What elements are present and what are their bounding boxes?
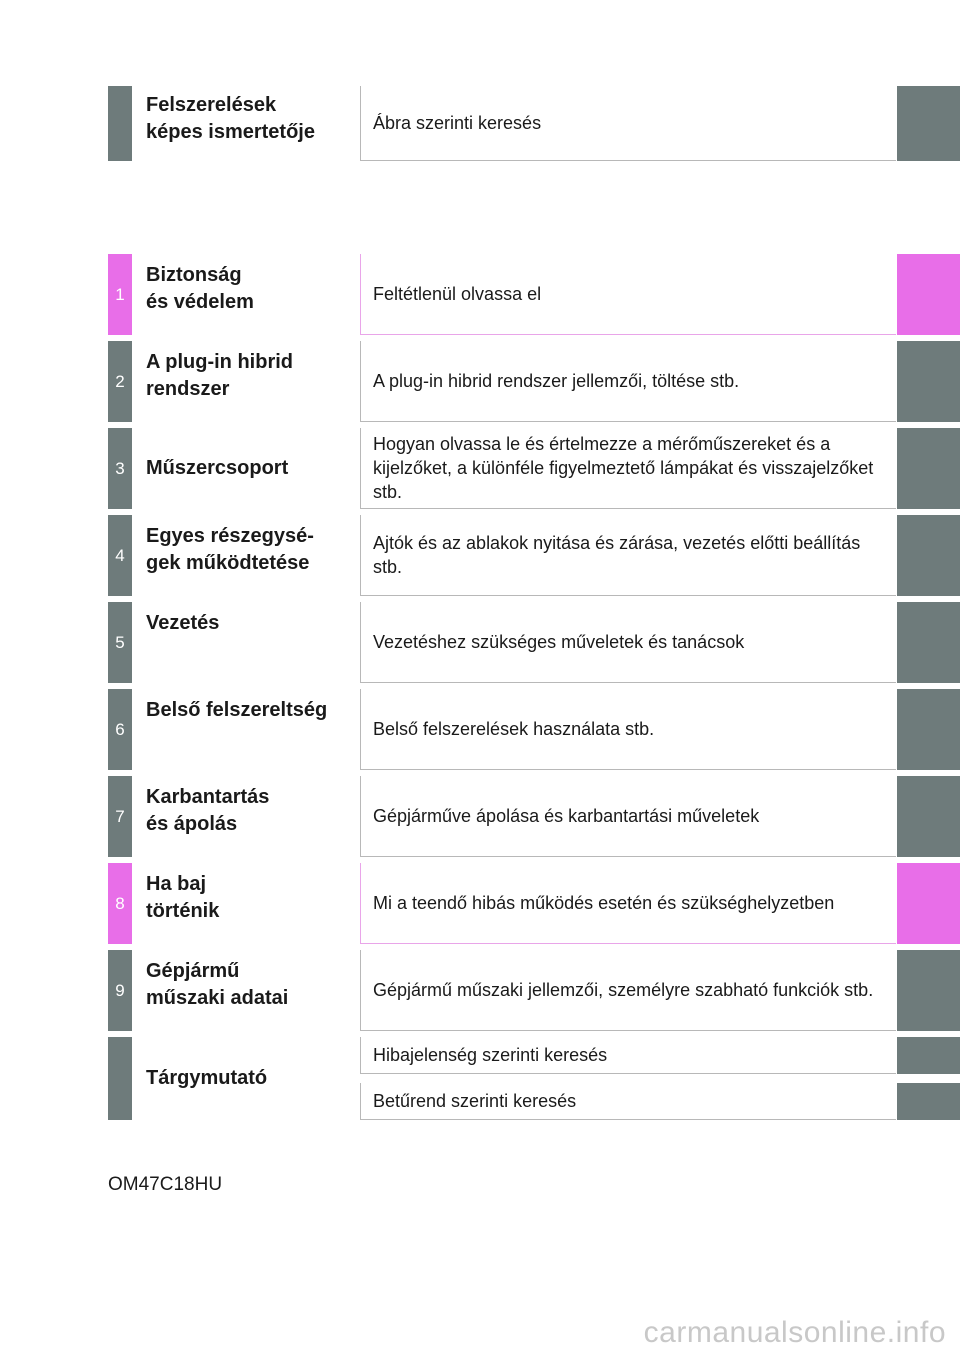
chapter-title <box>146 515 356 596</box>
chapter-number: 1 <box>108 254 132 335</box>
manual-code: OM47C18HU <box>108 1174 223 1195</box>
chapter-row-1[interactable] <box>108 254 960 335</box>
chapter-tab[interactable] <box>897 428 960 509</box>
index-link-symptom-search[interactable]: Hibajelenség szerinti keresés <box>360 1037 896 1074</box>
chapter-title <box>146 254 356 335</box>
index-tab-symptom[interactable] <box>897 1037 960 1074</box>
chapter-title-line2: történik <box>146 900 220 922</box>
chapter-desc[interactable]: Belső felszerelések használata stb. <box>360 689 896 770</box>
header-desc[interactable]: Ábra szerinti keresés <box>360 86 896 161</box>
chapter-desc[interactable]: Vezetéshez szükséges műveletek és tanácsok <box>360 602 896 683</box>
chapter-title-line1: Egyes részegysé- <box>146 525 314 547</box>
chapter-title <box>146 950 356 1031</box>
index-tab-alphabetical[interactable] <box>897 1083 960 1120</box>
chapter-number: 9 <box>108 950 132 1031</box>
index-title: Tárgymutató <box>146 1067 268 1089</box>
chapter-tab[interactable] <box>897 776 960 857</box>
chapter-title-line1: Biztonság <box>146 264 242 286</box>
chapter-desc[interactable]: Feltétlenül olvassa el <box>360 254 896 335</box>
chapter-row-4[interactable] <box>108 515 960 596</box>
chapter-tab[interactable] <box>897 602 960 683</box>
chapter-row-5[interactable] <box>108 602 960 683</box>
chapter-desc[interactable]: A plug-in hibrid rendszer jellemzői, töltése stb. <box>360 341 896 422</box>
chapter-desc[interactable]: Gépjármű műszaki jellemzői, személyre szabható funkciók stb. <box>360 950 896 1031</box>
chapter-desc[interactable]: Gépjárműve ápolása és karbantartási műveletek <box>360 776 896 857</box>
chapter-title <box>146 428 356 509</box>
header-section <box>108 86 960 161</box>
chapter-title <box>146 776 356 857</box>
chapter-title-line1: Gépjármű <box>146 960 240 982</box>
chapter-tab[interactable] <box>897 515 960 596</box>
chapter-row-6[interactable] <box>108 689 960 770</box>
chapter-number: 7 <box>108 776 132 857</box>
chapter-title <box>146 689 356 770</box>
chapter-title-line1: Műszercsoport <box>146 457 289 479</box>
chapter-title <box>146 341 356 422</box>
chapter-title-line1: Vezetés <box>146 612 220 634</box>
chapter-row-7[interactable] <box>108 776 960 857</box>
chapter-title-line2: és ápolás <box>146 813 238 835</box>
chapter-tab[interactable] <box>897 254 960 335</box>
chapter-tab[interactable] <box>897 950 960 1031</box>
chapter-desc[interactable]: Hogyan olvassa le és értelmezze a mérőműszereket és a kijelzőket, a különféle figyelmeztető lámpákat és visszajelzőket stb. <box>360 428 896 509</box>
chapter-tab[interactable] <box>897 689 960 770</box>
chapter-title <box>146 863 356 944</box>
chapter-number: 2 <box>108 341 132 422</box>
chapter-row-2[interactable] <box>108 341 960 422</box>
index-side-bar <box>108 1037 132 1120</box>
chapter-title-line2: gek működtetése <box>146 552 310 574</box>
chapter-title-line1: Karbantartás <box>146 786 270 808</box>
chapter-row-3[interactable] <box>108 428 960 509</box>
index-link-alphabetical-search[interactable]: Betűrend szerinti keresés <box>360 1083 896 1120</box>
chapter-title-line1: Ha baj <box>146 873 207 895</box>
chapter-number: 3 <box>108 428 132 509</box>
chapter-desc[interactable]: Ajtók és az ablakok nyitása és zárása, vezetés előtti beállítás stb. <box>360 515 896 596</box>
chapter-number: 4 <box>108 515 132 596</box>
chapter-title-line2: és védelem <box>146 291 254 313</box>
chapter-title-line1: Belső felszereltség <box>146 699 328 721</box>
chapter-tab[interactable] <box>897 341 960 422</box>
chapter-title <box>146 602 356 683</box>
chapter-title-line2: rendszer <box>146 378 230 400</box>
chapter-number: 6 <box>108 689 132 770</box>
chapter-row-8[interactable] <box>108 863 960 944</box>
chapter-title-line2: műszaki adatai <box>146 987 289 1009</box>
chapter-title-line1: A plug-in hibrid <box>146 351 294 373</box>
index-section <box>108 1037 960 1120</box>
header-side-bar <box>108 86 132 161</box>
chapter-row-9[interactable] <box>108 950 960 1031</box>
chapter-number: 8 <box>108 863 132 944</box>
watermark: carmanualsonline.info <box>643 1316 946 1349</box>
index-links <box>360 1037 896 1120</box>
chapter-desc[interactable]: Mi a teendő hibás működés esetén és szükséghelyzetben <box>360 863 896 944</box>
chapter-number: 5 <box>108 602 132 683</box>
header-title <box>146 86 356 161</box>
chapter-tab[interactable] <box>897 863 960 944</box>
header-title-line1: Felszerelések <box>146 94 277 116</box>
header-tab[interactable] <box>897 86 960 161</box>
header-title-line2: képes ismertetője <box>146 121 315 143</box>
